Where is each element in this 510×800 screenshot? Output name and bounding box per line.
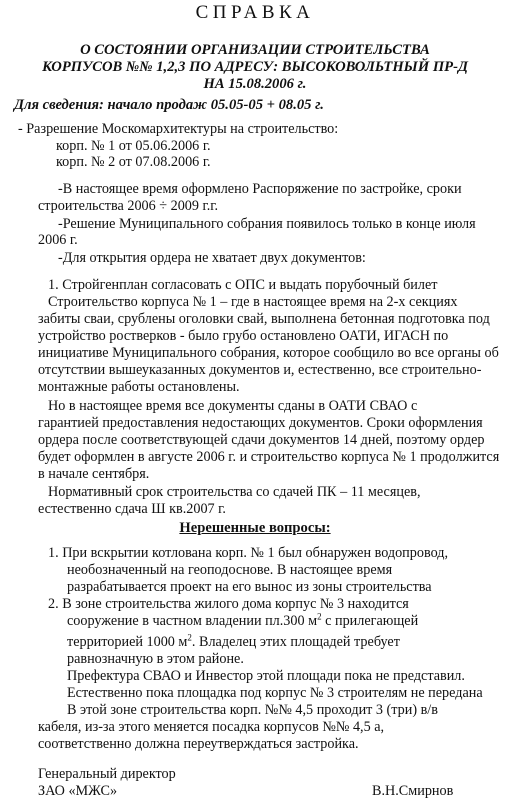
question-2-line: территорией 1000 $м^2$. Владелец этих площадей требует (67, 632, 400, 650)
question-1-line: необозначенный на геоподоснове. В настоящее время (67, 562, 393, 578)
paragraph-line: монтажные работы остановлены. (38, 379, 240, 395)
paragraph-line: Но в настоящее время все документы сданы в ОАТИ СВАО с (48, 398, 418, 414)
signature-name: В.Н.Смирнов (372, 783, 454, 799)
paragraph-line: естественно сдача Ш кв.2007 г. (38, 501, 226, 517)
paragraph-line: забиты сваи, срублены оголовки свай, выполнена бетонная подготовка под (38, 311, 490, 327)
info-line: Для сведения: начало продаж 05.05-05 + 08.05 г. (14, 97, 324, 113)
question-2-line: 2. В зоне строительства жилого дома корпус № 3 находится (48, 596, 409, 612)
paragraph-line: Нормативный срок строительства со сдачей ПК – 11 месяцев, (48, 484, 421, 500)
paragraph-line: гарантией предоставления недостающих документов. Сроки оформления (38, 415, 483, 431)
question-2-line: равнозначную в этом районе. (67, 651, 244, 667)
question-1-line: разрабатывается проект на его вынос из зоны строительства (67, 579, 432, 595)
heading-line-1: О СОСТОЯНИИ ОРГАНИЗАЦИИ СТРОИТЕЛЬСТВА (80, 42, 430, 58)
question-2-line: Естественно пока площадка под корпус № 3 строителям не передана (67, 685, 483, 701)
signature-position: Генеральный директор (38, 766, 176, 782)
question-2-line: сооружение в частном владении пл.300 $м^2$ с прилегающей (67, 611, 419, 629)
heading-line-3: НА 15.08.2006 г. (203, 76, 307, 92)
permit-intro: - Разрешение Москомархитектуры на строительство: (18, 121, 339, 137)
paragraph-line: устройство ростверков - было грубо остановлено ОАТИ, ИГАСН по (38, 328, 449, 344)
paragraph-line: Строительство корпуса № 1 – где в настоящее время на 2-х секциях (48, 294, 458, 310)
paragraph-line: -В настоящее время оформлено Распоряжение по застройке, сроки (58, 181, 462, 197)
question-2-line: кабеля, из-за этого меняется посадка корпусов №№ 4,5 а, (38, 719, 385, 735)
paragraph-line: 2006 г. (38, 232, 78, 248)
paragraph-line: строительства 2006 ÷ 2009 г.г. (38, 198, 219, 214)
unresolved-title: Нерешенные вопросы: (179, 520, 331, 536)
paragraph-line: отсутствии вышеуказанных документов и, естественно, все строительно- (38, 362, 482, 378)
document-title: СПРАВКА (195, 2, 315, 23)
paragraph-line: ордера после соответствующей сдачи документов 14 дней, поэтому ордер (38, 432, 485, 448)
permit-item: корп. № 2 от 07.08.2006 г. (56, 154, 211, 170)
heading-line-2: КОРПУСОВ №№ 1,2,3 ПО АДРЕСУ: ВЫСОКОВОЛЬТНЫЙ ПР-Д (42, 59, 468, 75)
paragraph-line: -Для открытия ордера не хватает двух документов: (58, 250, 366, 266)
question-2-line: В этой зоне строительства корп. №№ 4,5 проходит 3 (три) в/в (67, 702, 438, 718)
paragraph-line: инициативе Муниципального собрания, которое сообщило во все органы об (38, 345, 499, 361)
paragraph-line: будет оформлен в августе 2006 г. и строительство корпуса № 1 продолжится (38, 449, 500, 465)
question-2-line: Префектура СВАО и Инвестор этой площади пока не представил. (67, 668, 465, 684)
permit-item: корп. № 1 от 05.06.2006 г. (56, 138, 211, 154)
list-item-1: 1. Стройгенплан согласовать с ОПС и выдать порубочный билет (48, 277, 438, 293)
paragraph-line: в начале сентября. (38, 466, 150, 482)
signature-company: ЗАО «МЖС» (38, 783, 118, 799)
question-1-line: 1. При вскрытии котлована корп. № 1 был обнаружен водопровод, (48, 545, 449, 561)
question-2-line: соответственно должна переутверждаться застройка. (38, 736, 359, 752)
paragraph-line: -Решение Муниципального собрания появилось только в конце июля (58, 216, 476, 232)
